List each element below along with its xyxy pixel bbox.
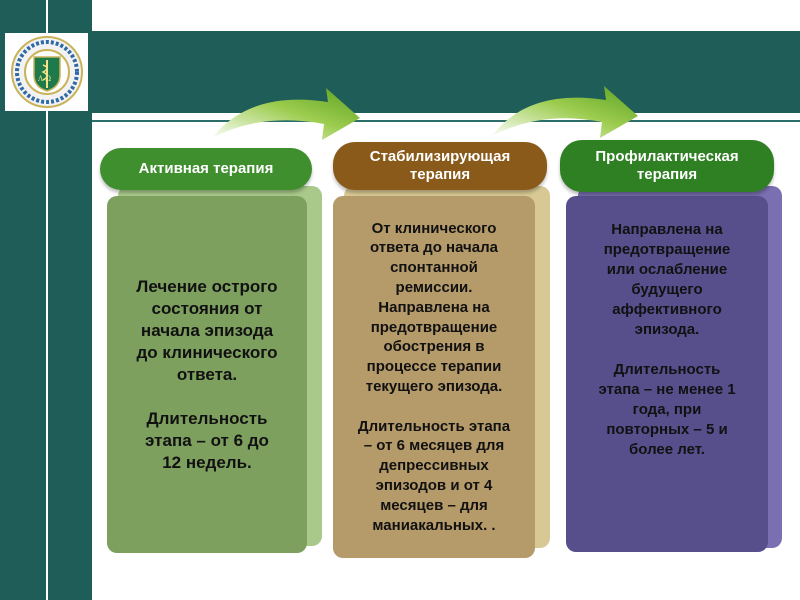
- stage-card-stabilizing: [333, 196, 535, 558]
- arrow-2-icon: [492, 86, 638, 138]
- stage-card-active-text: Лечение острого состояния от начала эпизода до клинического ответа. Длительность этапа – от 6 до 12 недель.: [136, 276, 278, 472]
- stage-title-preventive: Профилактическая терапия: [560, 140, 774, 192]
- stage-card-active: [107, 196, 307, 553]
- stage-card-preventive: [566, 196, 768, 552]
- arrow-1-icon: [212, 88, 360, 140]
- stage-title-stabilizing: Стабилизирующая терапия: [333, 142, 547, 190]
- svg-text:Λ Ω: Λ Ω: [37, 75, 51, 83]
- stage-title-active: Активная терапия: [100, 148, 312, 190]
- stage-card-stabilizing-text: От клинического ответа до начала спонтанной ремиссии. Направлена на предотвращение обострения в процессе терапии текущего эпизода. Длительность этапа – от 6 месяцев для депрессивных эпизодов и от 4 месяцев – для маниакальных. .: [357, 219, 511, 534]
- stage-card-preventive-text: Направлена на предотвращение или ослабление будущего аффективного эпизода. Длительность этапа – не менее 1 года, при повторных – 5 и более лет.: [598, 221, 736, 458]
